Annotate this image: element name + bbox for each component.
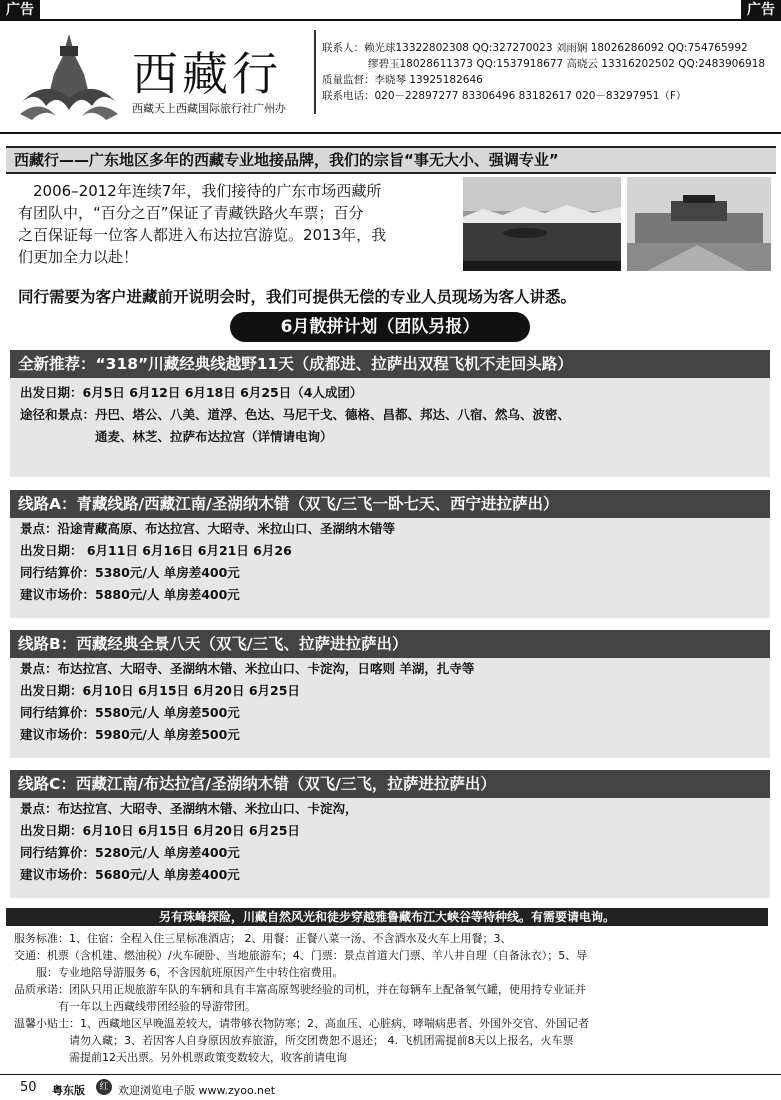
contact-line: 缪碧玉18028611373 QQ:1537918677 高晓云 13316202502 QQ:2483906918	[368, 58, 766, 70]
route-detail-line: 同行结算价：5280元/人 单房差400元	[20, 845, 240, 860]
route-detail-line: 建议市场价：5680元/人 单房差400元	[20, 867, 240, 882]
route-detail-line: 出发日期：6月10日 6月15日 6月20日 6月25日	[20, 683, 300, 698]
service-statement: 同行需要为客户进藏前开说明会时，我们可提供无偿的专业人员现场为客人讲悉。	[18, 288, 577, 306]
route-detail-line: 出发日期： 6月11日 6月16日 6月21日 6月26	[20, 543, 292, 558]
fine-print-line: 服务标准：1、住宿：全程入住三星标准酒店； 2、用餐：正餐八菜一汤、不含酒水及火车上用餐；3、	[14, 932, 512, 945]
brand-title: 西藏行	[132, 47, 282, 101]
route-section-c	[10, 770, 770, 898]
fine-print-line: 交通：机票（含机建、燃油税）/火车硬卧、当地旅游车；4、门票：景点首道大门票、羊八井自理（自备泳衣）；5、导	[14, 949, 588, 962]
footer-rule	[0, 1074, 781, 1075]
potala-palace-photo	[627, 177, 771, 271]
fine-print-line: 服：专业地陪导游服务 6，不含因航班原因产生中转住宿费用。	[14, 966, 344, 979]
lake-photo	[463, 177, 621, 271]
route-detail-line: 出发日期：6月5日 6月12日 6月18日 6月25日（4人成团）	[20, 385, 363, 400]
ad-label-right: 广告	[741, 0, 781, 20]
contact-line: 联系电话：020－22897277 83306496 83182617 020－83297951（F）	[322, 90, 687, 102]
route-title: 全新推荐：“318”川藏经典线越野11天（成都进、拉萨出双程飞机不走回头路）	[10, 350, 770, 378]
route-detail-line: 同行结算价：5580元/人 单房差500元	[20, 705, 240, 720]
route-detail-line: 建议市场价：5980元/人 单房差500元	[20, 727, 240, 742]
route-detail-line: 建议市场价：5880元/人 单房差400元	[20, 587, 240, 602]
route-detail-line: 通麦、林芝、拉萨布达拉宫（详情请电询）	[20, 429, 333, 444]
fine-print-line: 需提前12天出票。另外机票政策变数较大，收客前请电询	[14, 1051, 347, 1064]
route-detail-line: 出发日期：6月10日 6月15日 6月20日 6月25日	[20, 823, 300, 838]
route-title: 线路A：青藏线路/西藏江南/圣湖纳木错（双飞/三飞一卧七天、西宁进拉萨出）	[10, 490, 770, 518]
special-routes-note: 另有珠峰探险，川藏自然风光和徒步穿越雅鲁藏布江大峡谷等特种线。有需要请电询。	[6, 908, 768, 926]
footer-tagline: 欢迎浏览电子版 www.zyoo.net	[118, 1084, 276, 1097]
route-detail-line: 景点：沿途青藏高原、布达拉宫、大昭寺、米拉山口、圣湖纳木错等	[20, 521, 396, 536]
header-divider	[314, 30, 316, 114]
route-title: 线路C：西藏江南/布达拉宫/圣湖纳木错（双飞/三飞，拉萨进拉萨出）	[10, 770, 770, 798]
route-section-318	[10, 350, 770, 477]
intro-line: 之百保证每一位客人都进入布达拉宫游览。2013年，我	[18, 226, 387, 244]
contact-line: 联系人：赖光球13322802308 QQ:327270023 刘雨娴 18026286092 QQ:754765992	[322, 42, 748, 54]
ad-label-left: 广告	[0, 0, 40, 20]
route-detail-line: 景点：布达拉宫、大昭寺、圣湖纳木错、米拉山口、卡淀沟，	[20, 801, 358, 816]
header-rule	[0, 132, 781, 134]
route-detail-line: 同行结算价：5380元/人 单房差400元	[20, 565, 240, 580]
edition-label: 粤东版	[52, 1084, 85, 1097]
route-section-a	[10, 490, 770, 618]
logo-emblem-icon	[14, 28, 124, 128]
fine-print	[14, 930, 774, 1066]
top-rule	[0, 19, 781, 21]
route-detail-line: 景点：布达拉宫、大昭寺、圣湖纳木错、米拉山口、卡淀沟，日喀则 羊湖，扎寺等	[20, 661, 475, 676]
contact-line: 质量监督：李晓琴 13925182646	[322, 74, 483, 86]
fine-print-line: 品质承诺：团队只用正规旅游车队的车辆和具有丰富高原驾驶经验的司机，并在每辆车上配备氧气罐，使用持专业证并	[14, 983, 586, 996]
slogan-banner: 西藏行——广东地区多年的西藏专业地接品牌，我们的宗旨“事无大小、强调专业”	[6, 146, 776, 174]
plan-title: 6月散拼计划（团队另报）	[230, 312, 530, 342]
route-section-b	[10, 630, 770, 758]
fine-print-line: 请勿入藏；3、若因客人自身原因放弃旅游，所交团费恕不退还； 4. 飞机团需提前8天以上报名，火车票	[14, 1034, 574, 1047]
route-detail-line: 途径和景点：丹巴、塔公、八美、道浮、色达、马尼干戈、德格、昌都、邦达、八宿、然乌、波密、	[20, 407, 571, 422]
route-title: 线路B：西藏经典全景八天（双飞/三飞、拉萨进拉萨出）	[10, 630, 770, 658]
intro-line: 们更加全力以赴！	[18, 248, 139, 266]
intro-paragraph	[18, 180, 458, 268]
fine-print-line: 温馨小贴士：1、西藏地区早晚温差较大，请带够衣物防寒；2、高血压、心脏病、哮喘病患者、外国外交官、外国记者	[14, 1017, 589, 1030]
page-number: 50	[20, 1080, 37, 1095]
brand-subtitle: 西藏天上西藏国际旅行社广州办	[132, 102, 286, 115]
zyoo-badge-icon: 红	[96, 1079, 112, 1095]
intro-line: 2006–2012年连续7年，我们接待的广东市场西藏所	[18, 182, 382, 200]
fine-print-line: 有一年以上西藏线带团经验的导游带团。	[14, 1000, 256, 1013]
intro-line: 有团队中，“百分之百”保证了青藏铁路火车票；百分	[18, 204, 364, 222]
